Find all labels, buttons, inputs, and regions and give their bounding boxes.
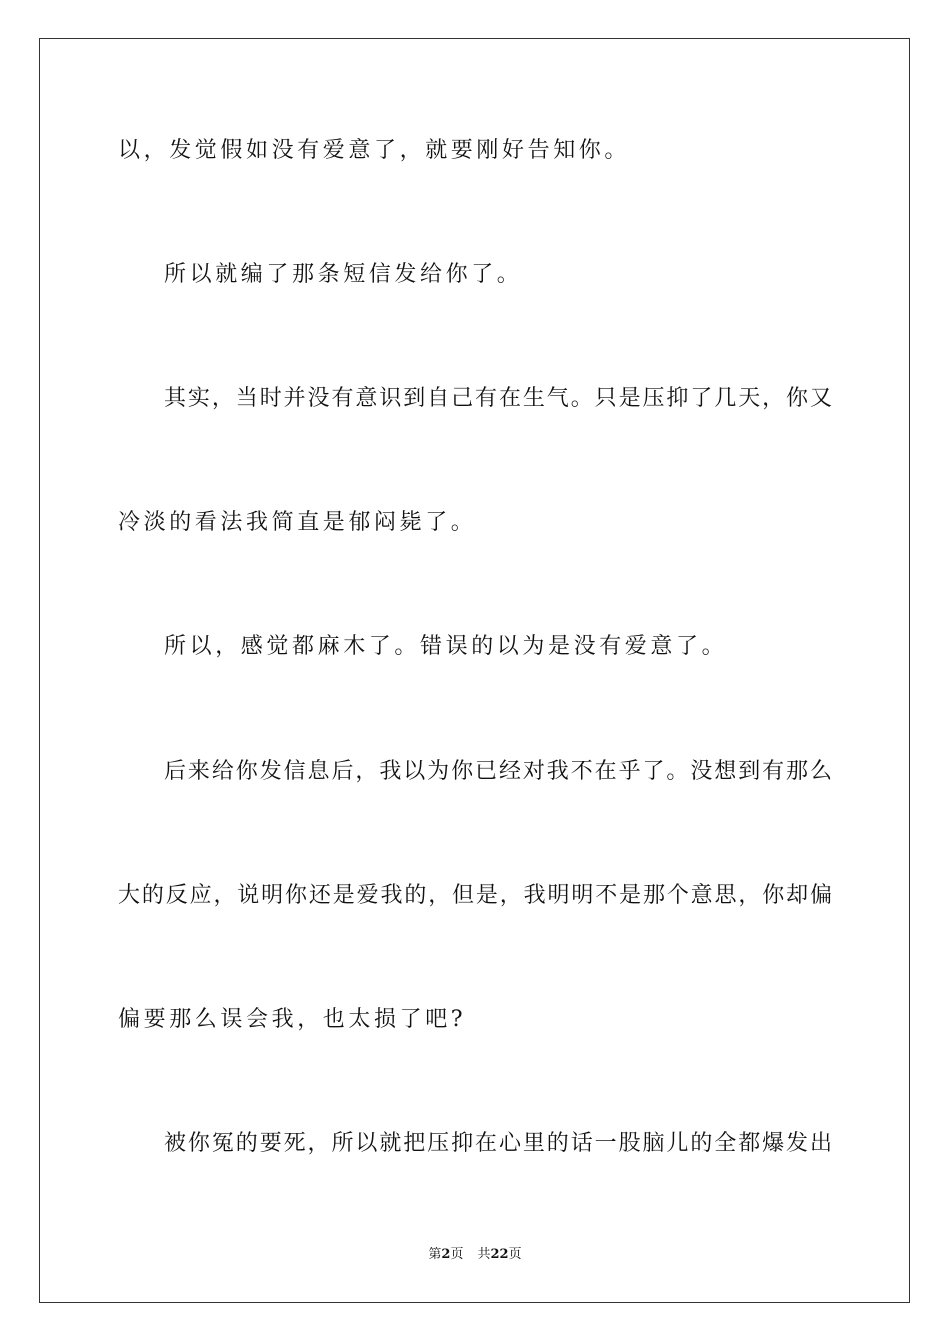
footer-page-suffix: 页 (450, 1247, 464, 1262)
text-line-3: 其实，当时并没有意识到自己有在生气。只是压抑了几天，你又 (164, 386, 832, 411)
text-line-5: 所以，感觉都麻木了。错误的以为是没有爱意了。 (164, 634, 728, 659)
text-line-6: 后来给你发信息后，我以为你已经对我不在乎了。没想到有那么 (164, 759, 832, 784)
text-line-9: 被你冤的要死，所以就把压抑在心里的话一股脑儿的全都爆发出 (164, 1131, 832, 1156)
footer-total-suffix: 页 (508, 1247, 522, 1262)
footer-total-prefix: 共 (477, 1247, 491, 1262)
footer-total-pages: 22 (490, 1247, 509, 1262)
text-line-1: 以，发觉假如没有爱意了，就要刚好告知你。 (118, 138, 631, 163)
page-border (39, 38, 910, 1303)
text-line-8: 偏要那么误会我，也太损了吧? (118, 1007, 467, 1032)
text-line-4: 冷淡的看法我简直是郁闷毙了。 (118, 510, 477, 535)
page-footer (0, 1246, 950, 1264)
text-line-7: 大的反应，说明你还是爱我的，但是，我明明不是那个意思，你却偏 (118, 883, 832, 908)
footer-page-number: 2 (441, 1247, 451, 1262)
text-line-2: 所以就编了那条短信发给你了。 (164, 262, 523, 287)
footer-page-prefix: 第 (428, 1247, 442, 1262)
